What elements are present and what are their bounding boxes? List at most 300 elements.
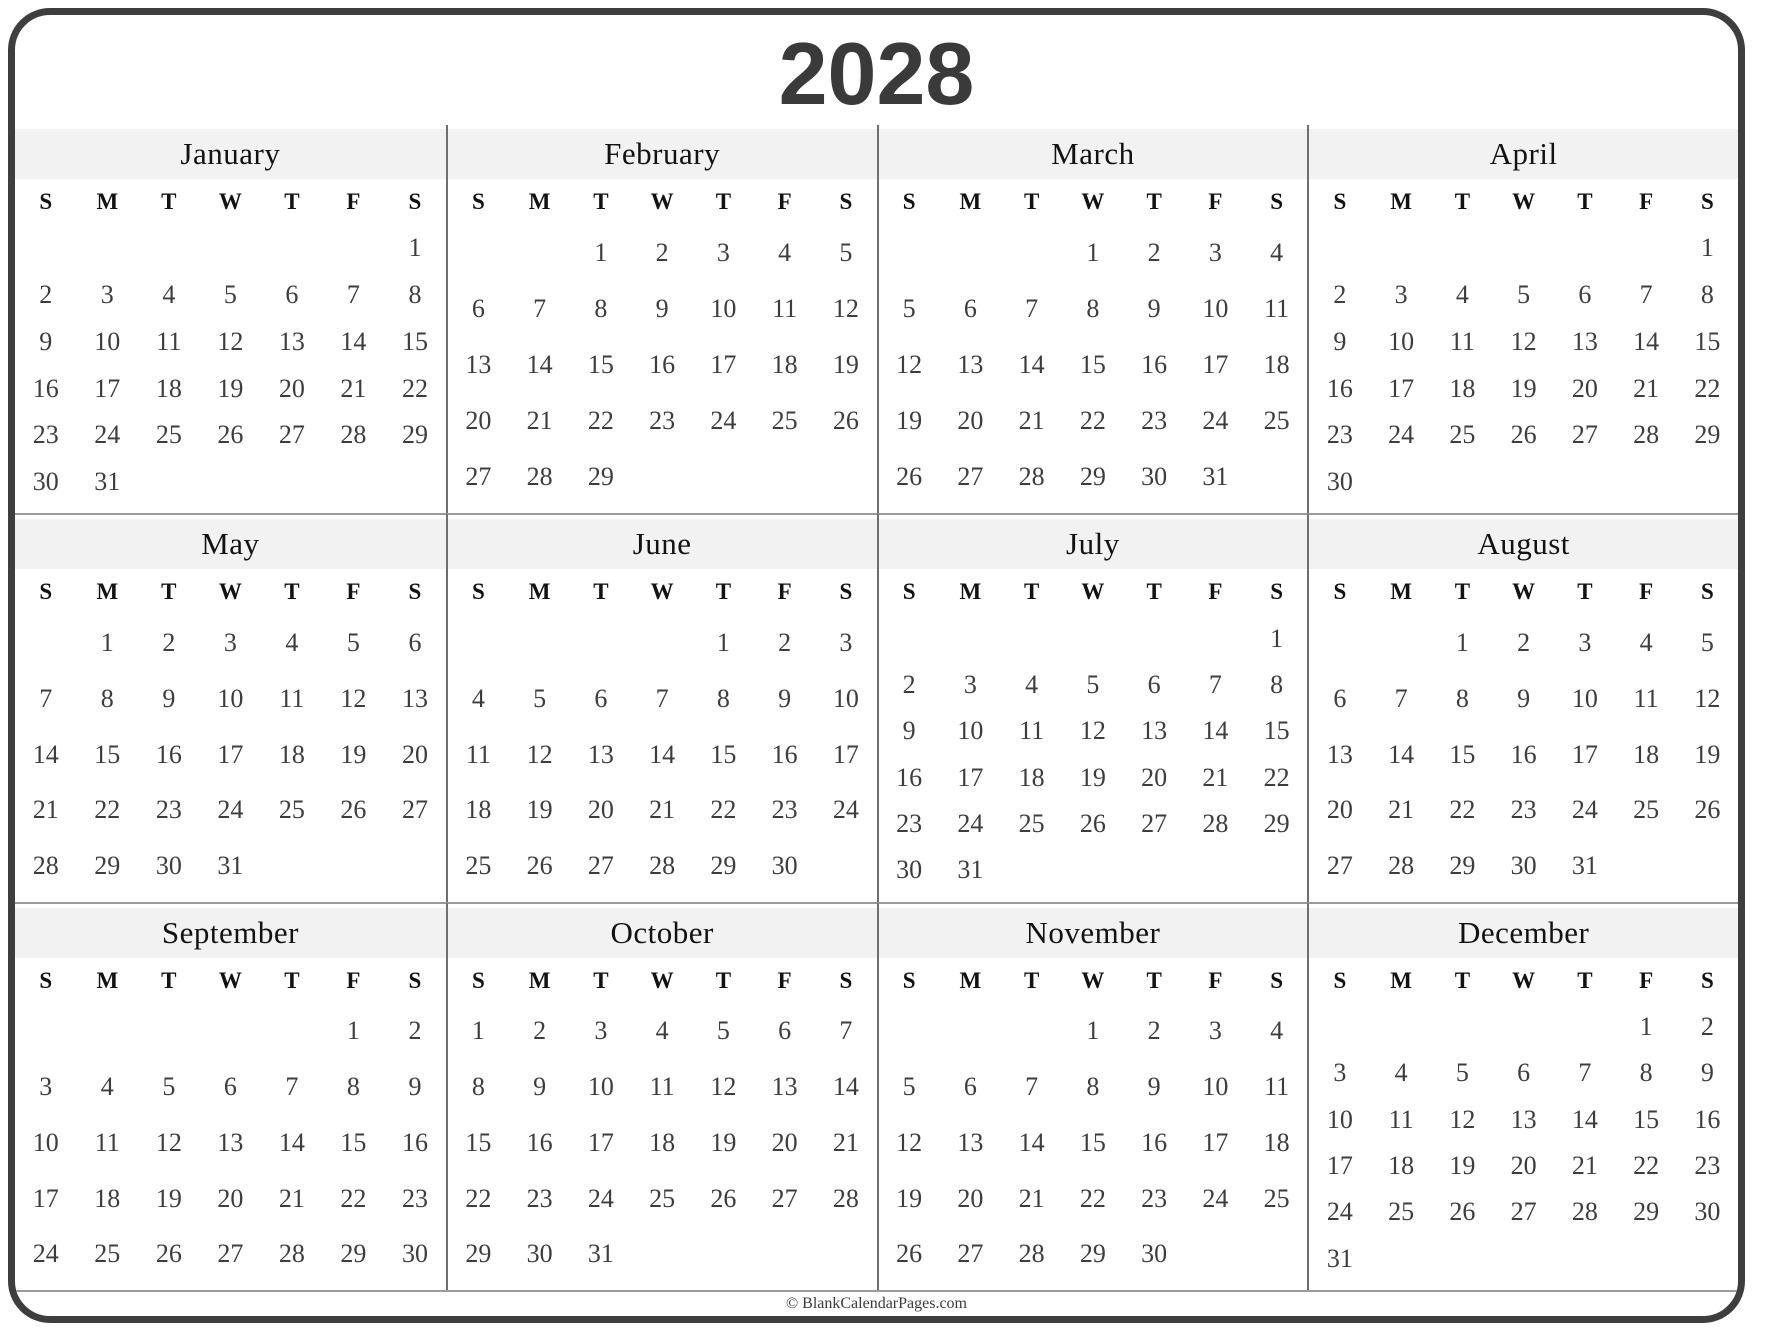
week-row bbox=[448, 782, 877, 838]
day-cell: 10 bbox=[1571, 683, 1598, 713]
day-cell: 21 bbox=[278, 1183, 305, 1213]
day-cell: 1 bbox=[1639, 1011, 1653, 1041]
day-cell: 29 bbox=[1079, 1239, 1106, 1269]
day-cell: 29 bbox=[1449, 850, 1476, 880]
day-cell: 23 bbox=[32, 420, 59, 450]
day-cell: 19 bbox=[526, 795, 553, 825]
day-cell: 30 bbox=[1326, 466, 1353, 496]
day-cell: 4 bbox=[100, 1072, 114, 1102]
weekday-header: S bbox=[1700, 579, 1714, 605]
day-cell: 23 bbox=[1326, 420, 1353, 450]
day-cell: 7 bbox=[1639, 280, 1653, 310]
day-cell: 5 bbox=[162, 1072, 176, 1102]
day-cell: 15 bbox=[1694, 326, 1721, 356]
day-cell: 8 bbox=[471, 1072, 485, 1102]
day-cell: 16 bbox=[771, 739, 798, 769]
day-cell: 21 bbox=[1571, 1151, 1598, 1181]
day-cell: 2 bbox=[533, 1016, 547, 1046]
day-cell: 8 bbox=[594, 294, 608, 324]
day-cell: 24 bbox=[1202, 406, 1229, 436]
month-march bbox=[877, 125, 1308, 513]
day-cell: 28 bbox=[1388, 850, 1415, 880]
day-cell: 2 bbox=[902, 669, 916, 699]
day-cell: 18 bbox=[1263, 350, 1290, 380]
day-cell: 24 bbox=[1326, 1197, 1353, 1227]
day-cell: 23 bbox=[1141, 1183, 1168, 1213]
day-cell: 30 bbox=[896, 855, 923, 885]
day-cell: 27 bbox=[1510, 1197, 1537, 1227]
day-cell: 21 bbox=[32, 795, 59, 825]
weekday-header: M bbox=[959, 579, 982, 605]
weeks-container bbox=[879, 615, 1308, 893]
day-cell: 11 bbox=[1633, 683, 1659, 713]
weekday-header: M bbox=[528, 189, 551, 214]
day-cell: 30 bbox=[771, 850, 798, 880]
day-cell: 9 bbox=[533, 1072, 547, 1102]
day-cell: 20 bbox=[1141, 762, 1168, 792]
day-cell: 25 bbox=[1633, 795, 1660, 825]
day-cell: 15 bbox=[340, 1127, 367, 1157]
day-cell: 13 bbox=[217, 1127, 244, 1157]
day-cell: 16 bbox=[896, 762, 923, 792]
weekday-header: T bbox=[1577, 967, 1593, 993]
weekday-header: T bbox=[715, 189, 732, 214]
day-cell: 5 bbox=[533, 683, 547, 713]
day-cell: 19 bbox=[896, 1183, 923, 1213]
day-cell: 15 bbox=[94, 739, 121, 769]
day-cell: 18 bbox=[649, 1127, 676, 1157]
day-cell: 17 bbox=[1388, 373, 1415, 403]
week-row bbox=[15, 1004, 446, 1060]
day-cell: 2 bbox=[1147, 1016, 1161, 1046]
day-cell: 4 bbox=[655, 1016, 669, 1046]
day-cell: 29 bbox=[340, 1239, 367, 1269]
day-cell: 28 bbox=[649, 850, 676, 880]
weekday-header: W bbox=[1512, 189, 1536, 214]
weekday-header: W bbox=[650, 189, 674, 214]
day-cell: 25 bbox=[1388, 1197, 1415, 1227]
week-row bbox=[879, 1004, 1308, 1060]
day-cell: 4 bbox=[1025, 669, 1039, 699]
day-cell: 5 bbox=[902, 294, 916, 324]
day-cell: 22 bbox=[401, 373, 428, 403]
footer-credit: © BlankCalendarPages.com bbox=[786, 1295, 967, 1312]
day-cell: 10 bbox=[1202, 294, 1229, 324]
day-cell: 25 bbox=[1263, 406, 1290, 436]
day-cell: 18 bbox=[465, 795, 492, 825]
day-cell: 25 bbox=[1449, 420, 1476, 450]
day-cell: 8 bbox=[1700, 280, 1714, 310]
day-cell: 18 bbox=[1018, 762, 1045, 792]
day-cell: 5 bbox=[346, 628, 360, 658]
day-cell: 11 bbox=[465, 739, 491, 769]
day-cell: 19 bbox=[1510, 373, 1537, 403]
day-cell: 16 bbox=[1510, 739, 1537, 769]
day-cell: 1 bbox=[594, 238, 608, 268]
day-cell: 24 bbox=[32, 1239, 59, 1269]
weekday-header: T bbox=[1146, 579, 1162, 605]
day-cell: 17 bbox=[1326, 1151, 1353, 1181]
month-title: February bbox=[448, 129, 877, 179]
day-cell: 4 bbox=[162, 280, 176, 310]
day-cell: 12 bbox=[155, 1127, 182, 1157]
month-june bbox=[446, 513, 877, 901]
day-cell: 30 bbox=[155, 850, 182, 880]
day-cell: 5 bbox=[716, 1016, 730, 1046]
week-row bbox=[879, 1059, 1308, 1115]
week-row bbox=[15, 318, 446, 365]
day-cell: 9 bbox=[1147, 294, 1161, 324]
day-cell: 17 bbox=[957, 762, 984, 792]
weekday-header: T bbox=[1577, 579, 1593, 605]
day-cell: 28 bbox=[1018, 462, 1045, 492]
week-row bbox=[1309, 459, 1738, 506]
week-row bbox=[879, 225, 1308, 281]
day-cell: 2 bbox=[655, 238, 669, 268]
day-cell: 16 bbox=[1326, 373, 1353, 403]
day-cell: 10 bbox=[1202, 1072, 1229, 1102]
weekday-header: M bbox=[96, 579, 119, 605]
day-cell: 30 bbox=[526, 1239, 553, 1269]
week-row bbox=[1309, 782, 1738, 838]
week-row bbox=[448, 1115, 877, 1171]
month-title: March bbox=[879, 129, 1308, 179]
day-cell: 2 bbox=[778, 628, 792, 658]
day-cell: 29 bbox=[94, 850, 121, 880]
weekday-header: W bbox=[650, 967, 674, 993]
weekday-header: T bbox=[1023, 967, 1040, 993]
weekday-header: T bbox=[284, 579, 300, 605]
day-cell: 12 bbox=[896, 1127, 923, 1157]
weekday-header: S bbox=[839, 189, 853, 214]
day-cell: 21 bbox=[832, 1127, 859, 1157]
day-cell: 17 bbox=[1571, 739, 1598, 769]
day-cell: 6 bbox=[1578, 280, 1592, 310]
day-cell: 17 bbox=[832, 739, 859, 769]
day-cell: 6 bbox=[285, 280, 299, 310]
week-row bbox=[879, 708, 1308, 754]
month-february bbox=[446, 125, 877, 513]
day-cell: 4 bbox=[285, 628, 299, 658]
weekday-header: M bbox=[528, 967, 551, 993]
week-row bbox=[879, 449, 1308, 505]
day-cell: 21 bbox=[1633, 373, 1660, 403]
day-cell: 20 bbox=[465, 406, 492, 436]
day-cell: 17 bbox=[710, 350, 737, 380]
weekday-header: S bbox=[408, 189, 422, 214]
day-cell: 3 bbox=[1208, 238, 1222, 268]
day-cell: 31 bbox=[217, 850, 244, 880]
day-cell: 13 bbox=[1571, 326, 1598, 356]
weekday-header: T bbox=[1023, 579, 1040, 605]
day-cell: 20 bbox=[217, 1183, 244, 1213]
day-cell: 1 bbox=[716, 628, 730, 658]
weeks-container bbox=[15, 225, 446, 505]
weekday-header: T bbox=[161, 579, 177, 605]
day-cell: 10 bbox=[832, 683, 859, 713]
day-cell: 5 bbox=[839, 238, 853, 268]
week-row bbox=[448, 393, 877, 449]
weekday-header: T bbox=[593, 967, 609, 993]
day-cell: 20 bbox=[278, 373, 305, 403]
day-cell: 31 bbox=[587, 1239, 614, 1269]
day-cell: 26 bbox=[340, 795, 367, 825]
weekday-header: S bbox=[1333, 967, 1347, 993]
day-cell: 8 bbox=[1086, 294, 1100, 324]
weekday-header: W bbox=[1081, 579, 1105, 605]
day-cell: 27 bbox=[465, 462, 492, 492]
day-cell: 7 bbox=[1394, 683, 1408, 713]
week-row bbox=[1309, 671, 1738, 727]
day-cell: 31 bbox=[1571, 850, 1598, 880]
day-cell: 15 bbox=[587, 350, 614, 380]
day-cell: 13 bbox=[465, 350, 492, 380]
weekday-header: T bbox=[284, 189, 300, 214]
weekday-header: M bbox=[1390, 189, 1412, 214]
weeks-container bbox=[448, 1004, 877, 1282]
weekday-header: F bbox=[1208, 967, 1223, 993]
day-cell: 22 bbox=[1263, 762, 1290, 792]
day-cell: 3 bbox=[100, 280, 114, 310]
day-cell: 9 bbox=[162, 683, 176, 713]
day-cell: 24 bbox=[1571, 795, 1598, 825]
day-cell: 21 bbox=[340, 373, 367, 403]
week-row bbox=[15, 459, 446, 506]
month-title: May bbox=[15, 519, 446, 569]
day-cell: 5 bbox=[223, 280, 237, 310]
weekday-header: T bbox=[1454, 579, 1471, 605]
day-cell: 20 bbox=[771, 1127, 798, 1157]
weeks-container bbox=[1309, 225, 1738, 505]
day-cell: 6 bbox=[594, 683, 608, 713]
day-cell: 28 bbox=[278, 1239, 305, 1269]
weekday-header: T bbox=[161, 189, 177, 214]
day-cell: 20 bbox=[1571, 373, 1598, 403]
weekday-header-row bbox=[1309, 179, 1738, 225]
month-july bbox=[877, 513, 1308, 901]
day-cell: 26 bbox=[710, 1183, 737, 1213]
weekday-header-row bbox=[15, 569, 446, 615]
weekday-header: W bbox=[1081, 189, 1105, 214]
week-row bbox=[1309, 1096, 1738, 1142]
day-cell: 21 bbox=[1018, 406, 1045, 436]
weekday-header: S bbox=[1333, 189, 1347, 214]
day-cell: 25 bbox=[155, 420, 182, 450]
weekday-header: M bbox=[96, 189, 119, 214]
day-cell: 30 bbox=[401, 1239, 428, 1269]
day-cell: 3 bbox=[1333, 1058, 1347, 1088]
week-row bbox=[15, 1226, 446, 1282]
day-cell: 22 bbox=[710, 795, 737, 825]
day-cell: 11 bbox=[772, 294, 798, 324]
day-cell: 18 bbox=[155, 373, 182, 403]
day-cell: 25 bbox=[1018, 809, 1045, 839]
day-cell: 27 bbox=[1571, 420, 1598, 450]
weekday-header-row bbox=[448, 958, 877, 1004]
day-cell: 23 bbox=[155, 795, 182, 825]
calendar-page bbox=[8, 8, 1745, 1323]
week-row bbox=[879, 662, 1308, 708]
weekday-header: S bbox=[1270, 579, 1284, 605]
day-cell: 20 bbox=[1326, 795, 1353, 825]
day-cell: 17 bbox=[94, 373, 121, 403]
weekday-header: M bbox=[959, 967, 982, 993]
day-cell: 2 bbox=[39, 280, 53, 310]
day-cell: 3 bbox=[39, 1072, 53, 1102]
day-cell: 28 bbox=[340, 420, 367, 450]
day-cell: 26 bbox=[1694, 795, 1721, 825]
weekday-header: T bbox=[593, 579, 609, 605]
day-cell: 4 bbox=[1270, 1016, 1284, 1046]
week-row bbox=[1309, 1050, 1738, 1096]
day-cell: 9 bbox=[655, 294, 669, 324]
day-cell: 8 bbox=[1639, 1058, 1653, 1088]
day-cell: 26 bbox=[1449, 1197, 1476, 1227]
day-cell: 11 bbox=[1019, 716, 1045, 746]
day-cell: 17 bbox=[1202, 350, 1229, 380]
day-cell: 14 bbox=[1202, 716, 1229, 746]
day-cell: 3 bbox=[223, 628, 237, 658]
day-cell: 11 bbox=[1449, 326, 1475, 356]
weekday-header: S bbox=[902, 579, 916, 605]
day-cell: 4 bbox=[1455, 280, 1469, 310]
day-cell: 16 bbox=[1141, 350, 1168, 380]
day-cell: 6 bbox=[1333, 683, 1347, 713]
week-row bbox=[15, 838, 446, 894]
day-cell: 19 bbox=[832, 350, 859, 380]
weekday-header-row bbox=[15, 958, 446, 1004]
day-cell: 18 bbox=[1263, 1127, 1290, 1157]
day-cell: 10 bbox=[710, 294, 737, 324]
weekday-header: S bbox=[902, 967, 916, 993]
weekday-header: S bbox=[839, 579, 853, 605]
month-title: September bbox=[15, 908, 446, 958]
day-cell: 4 bbox=[1270, 238, 1284, 268]
day-cell: 12 bbox=[1694, 683, 1721, 713]
day-cell: 29 bbox=[1079, 462, 1106, 492]
day-cell: 2 bbox=[1333, 280, 1347, 310]
calendar-grid bbox=[15, 125, 1738, 1292]
day-cell: 28 bbox=[32, 850, 59, 880]
day-cell: 27 bbox=[217, 1239, 244, 1269]
day-cell: 24 bbox=[217, 795, 244, 825]
day-cell: 21 bbox=[649, 795, 676, 825]
day-cell: 8 bbox=[1455, 683, 1469, 713]
day-cell: 14 bbox=[1388, 739, 1415, 769]
week-row bbox=[879, 755, 1308, 801]
week-row bbox=[448, 449, 877, 505]
day-cell: 6 bbox=[778, 1016, 792, 1046]
month-may bbox=[15, 513, 446, 901]
day-cell: 7 bbox=[1025, 1072, 1039, 1102]
day-cell: 27 bbox=[771, 1183, 798, 1213]
week-row bbox=[448, 281, 877, 337]
day-cell: 13 bbox=[401, 683, 428, 713]
day-cell: 3 bbox=[963, 669, 977, 699]
day-cell: 28 bbox=[526, 462, 553, 492]
day-cell: 14 bbox=[526, 350, 553, 380]
day-cell: 8 bbox=[346, 1072, 360, 1102]
day-cell: 20 bbox=[587, 795, 614, 825]
day-cell: 14 bbox=[32, 739, 59, 769]
weekday-header: F bbox=[777, 967, 792, 993]
week-row bbox=[1309, 615, 1738, 671]
day-cell: 22 bbox=[1079, 406, 1106, 436]
week-row bbox=[15, 1059, 446, 1115]
weekday-header: M bbox=[959, 189, 982, 214]
week-row bbox=[448, 838, 877, 894]
weekday-header: S bbox=[902, 189, 916, 214]
day-cell: 1 bbox=[1455, 628, 1469, 658]
week-row bbox=[1309, 272, 1738, 319]
day-cell: 31 bbox=[1326, 1243, 1353, 1273]
day-cell: 27 bbox=[401, 795, 428, 825]
month-title: December bbox=[1309, 908, 1738, 958]
month-december bbox=[1307, 902, 1738, 1290]
day-cell: 18 bbox=[278, 739, 305, 769]
day-cell: 21 bbox=[526, 406, 553, 436]
day-cell: 19 bbox=[340, 739, 367, 769]
weekday-header-row bbox=[448, 569, 877, 615]
day-cell: 19 bbox=[1449, 1151, 1476, 1181]
month-title: August bbox=[1309, 519, 1738, 569]
day-cell: 14 bbox=[1571, 1104, 1598, 1134]
day-cell: 13 bbox=[771, 1072, 798, 1102]
day-cell: 18 bbox=[771, 350, 798, 380]
week-row bbox=[879, 1115, 1308, 1171]
weekday-header: F bbox=[1639, 579, 1654, 605]
week-row bbox=[15, 615, 446, 671]
month-november bbox=[877, 902, 1308, 1290]
day-cell: 13 bbox=[957, 1127, 984, 1157]
week-row bbox=[879, 801, 1308, 847]
month-april bbox=[1307, 125, 1738, 513]
day-cell: 21 bbox=[1388, 795, 1415, 825]
day-cell: 18 bbox=[1633, 739, 1660, 769]
day-cell: 13 bbox=[1326, 739, 1353, 769]
weekday-header: S bbox=[408, 579, 422, 605]
day-cell: 20 bbox=[957, 406, 984, 436]
day-cell: 13 bbox=[278, 326, 305, 356]
week-row bbox=[15, 782, 446, 838]
day-cell: 25 bbox=[771, 406, 798, 436]
week-row bbox=[15, 412, 446, 459]
day-cell: 9 bbox=[1333, 326, 1347, 356]
day-cell: 19 bbox=[896, 406, 923, 436]
day-cell: 11 bbox=[1264, 1072, 1290, 1102]
day-cell: 26 bbox=[832, 406, 859, 436]
day-cell: 10 bbox=[217, 683, 244, 713]
day-cell: 24 bbox=[1202, 1183, 1229, 1213]
day-cell: 1 bbox=[346, 1016, 360, 1046]
day-cell: 8 bbox=[1086, 1072, 1100, 1102]
week-row bbox=[1309, 1143, 1738, 1189]
day-cell: 26 bbox=[217, 420, 244, 450]
weekday-header: S bbox=[408, 967, 422, 993]
day-cell: 3 bbox=[839, 628, 853, 658]
day-cell: 15 bbox=[1633, 1104, 1660, 1134]
day-cell: 1 bbox=[100, 628, 114, 658]
weekday-header: S bbox=[1270, 967, 1284, 993]
day-cell: 16 bbox=[32, 373, 59, 403]
week-row bbox=[879, 1226, 1308, 1282]
day-cell: 12 bbox=[1079, 716, 1106, 746]
day-cell: 9 bbox=[1147, 1072, 1161, 1102]
day-cell: 13 bbox=[587, 739, 614, 769]
day-cell: 15 bbox=[1079, 350, 1106, 380]
day-cell: 16 bbox=[526, 1127, 553, 1157]
day-cell: 24 bbox=[587, 1183, 614, 1213]
